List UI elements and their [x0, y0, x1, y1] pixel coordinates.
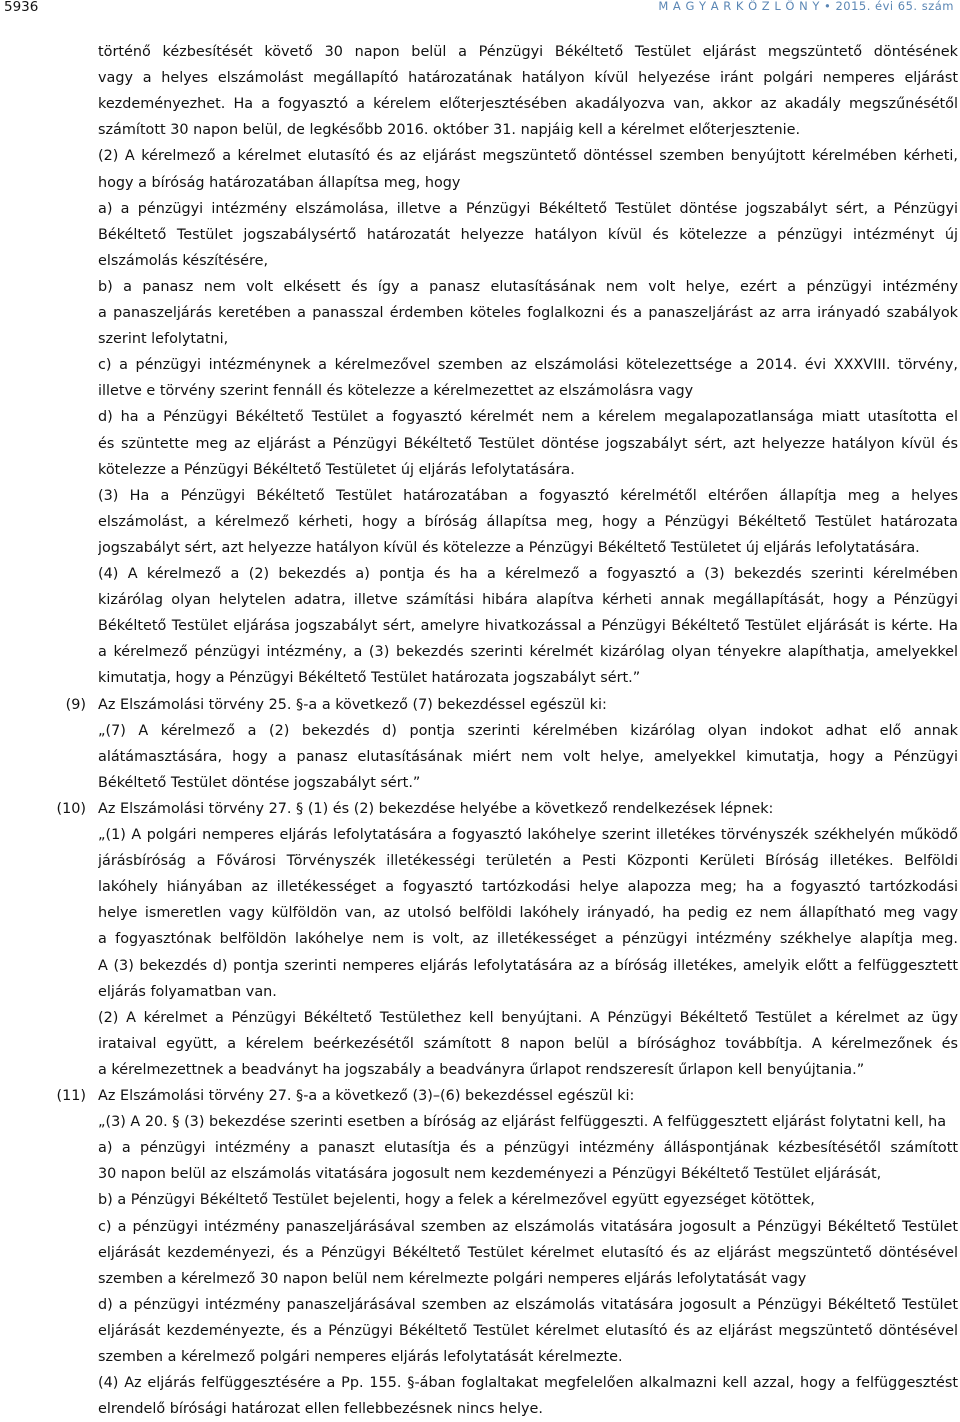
text-line: „(7) A kérelmező a (2) bekezdés d) pontja szerinti kérelmében kizárólag olyan indokot adhat elő annak: [98, 723, 958, 739]
text-line: helye ismeretlen vagy külföldön van, az utolsó belföldi lakóhely irányadó, ha pedig ez nem állapítható meg vagy: [98, 905, 958, 921]
text-line: Az Elszámolási törvény 27. § (1) és (2) bekezdése helyébe a következő rendelkezések lépnek:: [98, 801, 774, 817]
text-line: szerint lefolytatni,: [98, 331, 229, 347]
text-line: Békéltető Testület eljárása jogszabályt sért, amelyre hivatkozással a Pénzügyi Békéltető Testület eljárását is kérte. Ha: [98, 618, 958, 634]
text-line: a panaszeljárás keretében a panasszal érdemben köteles foglalkozni és a panaszeljárást az arra irányadó szabályok: [98, 305, 958, 321]
text-line: c) a pénzügyi intézmény panaszeljárásával szemben az elszámolás vitatására jogosult a Pénzügyi Békéltető Testület: [98, 1219, 958, 1235]
text-line: b) a Pénzügyi Békéltető Testület bejelenti, hogy a felek a kérelmezővel együtt egyezséget kötöttek,: [98, 1192, 815, 1208]
text-line: alátámasztására, hogy a panasz elutasításának miért nem volt helye, amelyekkel kimutatja, hogy a Pénzügyi: [98, 749, 958, 765]
text-line: Békéltető Testület jogszabálysértő határozatát helyezze hatályon kívül és kötelezze a pénzügyi intézményt új: [98, 227, 958, 243]
text-line: lakóhely hiányában az illetékességet a fogyasztó tartózkodási helye alapozza meg; ha a fogyasztó tartózkodási: [98, 879, 958, 895]
text-line: 30 napon belül az elszámolás vitatására jogosult nem kezdeményezi a Pénzügyi Békéltető Testület eljárását,: [98, 1166, 882, 1182]
text-line: eljárását kezdeményezi, és a Pénzügyi Békéltető Testület kérelmet elutasító és az eljárást megszüntető döntésével: [98, 1245, 958, 1261]
text-line: a fogyasztónak belföldön lakóhelye nem is volt, az illetékességet a pénzügyi intézmény székhelye alapítja meg.: [98, 931, 958, 947]
text-line: kezdeményezhet. Ha a fogyasztó a kérelem előterjesztésében akadályozva van, akkor az akadály megszűnésétől: [98, 96, 958, 112]
text-line: és szüntette meg az eljárást a Pénzügyi Békéltető Testület döntése jogszabályt sért, azt helyezze hatályon kívül és: [98, 436, 958, 452]
text-line: (2) A kérelmező a kérelmet elutasító és az eljárást megszüntető döntéssel szemben benyújtott kérelmében kérheti,: [98, 148, 958, 164]
text-line: kimutatja, hogy a Pénzügyi Békéltető Testület határozata jogszabályt sért.”: [98, 670, 641, 686]
text-line: „(3) A 20. § (3) bekezdése szerinti esetben a bíróság az eljárást felfüggeszti. A felfüggesztett eljárást folytatni kell, ha: [98, 1114, 947, 1130]
text-line: szemben a kérelmező 30 napon belül nem kérelmezte polgári nemperes eljárás lefolytatását vagy: [98, 1271, 807, 1287]
section-number: (9): [65, 697, 86, 713]
text-line: a) a pénzügyi intézmény a panaszt elutasítja és a pénzügyi intézmény álláspontjának kézbesítésétől számított: [98, 1140, 958, 1156]
text-line: vagy a helyes elszámolást megállapító határozatának hatályon kívül helyezése iránt polgári nemperes eljárást: [98, 70, 958, 86]
text-line: elszámolást, a kérelmező kérheti, hogy a bíróság állapítsa meg, hogy a Pénzügyi Békéltető Testület határozata: [98, 514, 958, 530]
text-line: számított 30 napon belül, de legkésőbb 2016. október 31. napjáig kell a kérelmet előterjesztenie.: [98, 122, 801, 138]
text-line: a kérelmezettnek a beadványt ha jogszabály a beadványra űrlapot rendszeresít űrlapon kell benyújtania.”: [98, 1062, 865, 1078]
text-line: b) a panasz nem volt elkésett és így a panasz elutasításának nem volt helye, ezért a pénzügyi intézmény: [98, 279, 958, 295]
text-line: elszámolás készítésére,: [98, 253, 269, 269]
text-line: eljárását kezdeményezte, és a Pénzügyi Békéltető Testület kérelmet elutasító és az eljárást megszüntető döntésével: [98, 1323, 958, 1339]
text-line: illetve e törvény szerint fennáll és kötelezze a kérelmezettet az elszámolásra vagy: [98, 383, 694, 399]
text-line: elrendelő bírósági határozat ellen fellebbezésnek nincs helye.: [98, 1401, 543, 1417]
masthead: M A G Y A R K Ö Z L Ö N Y • 2015. évi 65. szám: [658, 0, 954, 13]
text-line: A (3) bekezdés d) pontja szerinti nemperes eljárás lefolytatására az a bíróság illetékes, amelyik előtt a felfüggesztett: [98, 958, 958, 974]
text-line: kötelezze a Pénzügyi Békéltető Testületet új eljárás lefolytatására.: [98, 462, 575, 478]
text-line: szemben a kérelmező polgári nemperes eljárás lefolytatását kérelmezte.: [98, 1349, 623, 1365]
section-number: (11): [56, 1088, 86, 1104]
text-line: (4) A kérelmező a (2) bekezdés a) pontja és ha a kérelmező a fogyasztó a (3) bekezdés szerinti kérelmében: [98, 566, 958, 582]
text-line: Az Elszámolási törvény 27. §-a a következő (3)–(6) bekezdéssel egészül ki:: [98, 1088, 635, 1104]
text-line: c) a pénzügyi intézménynek a kérelmezővel szemben az elszámolási kötelezettsége a 2014. évi XXXVIII. törvény,: [98, 357, 958, 373]
text-line: a kérelmező pénzügyi intézmény, a (3) bekezdés szerinti kérelmét kizárólag olyan tényekre alapíthatja, amelyekkel: [98, 644, 958, 660]
text-line: történő kézbesítését követő 30 napon belül a Pénzügyi Békéltető Testület eljárást megszüntető döntésének: [98, 44, 958, 60]
text-line: eljárás folyamatban van.: [98, 984, 277, 1000]
text-line: d) a pénzügyi intézmény panaszeljárásával szemben az elszámolás vitatására jogosult a Pénzügyi Békéltető Testület: [98, 1297, 958, 1313]
text-line: Az Elszámolási törvény 25. §-a a következő (7) bekezdéssel egészül ki:: [98, 697, 607, 713]
text-line: (2) A kérelmet a Pénzügyi Békéltető Testülethez kell benyújtani. A Pénzügyi Békéltető Testület a kérelmet az ügy: [98, 1010, 958, 1026]
text-line: d) ha a Pénzügyi Békéltető Testület a fogyasztó kérelmét nem a kérelem megalapozatlansága miatt utasította el: [98, 409, 958, 425]
text-line: kizárólag olyan helytelen adatra, illetve számítási hibára alapítva kérheti annak megállapítását, hogy a Pénzügyi: [98, 592, 958, 608]
text-line: „(1) A polgári nemperes eljárás lefolytatására a fogyasztó lakóhelye szerint illetékes törvényszék székhelyén működő: [98, 827, 958, 843]
text-line: (4) Az eljárás felfüggesztésére a Pp. 155. §-ában foglaltakat megfelelően alkalmazni kell azzal, hogy a felfüggesztést: [98, 1375, 958, 1391]
section-number: (10): [56, 801, 86, 817]
text-line: a) a pénzügyi intézmény elszámolása, illetve a Pénzügyi Békéltető Testület döntése jogszabályt sért, a Pénzügyi: [98, 201, 958, 217]
page-number: 5936: [4, 0, 39, 15]
text-line: irataival együtt, a kérelem beérkezésétől számított 8 napon belül a bírósághoz továbbítja. A kérelmezőnek és: [98, 1036, 958, 1052]
text-line: jogszabályt sért, azt helyezze hatályon kívül és kötelezze a Pénzügyi Békéltető Testületet új eljárás lefolytatására.: [98, 540, 920, 556]
text-line: hogy a bíróság határozatában állapítsa meg, hogy: [98, 175, 461, 191]
text-line: Békéltető Testület döntése jogszabályt sért.”: [98, 775, 421, 791]
text-line: járásbíróság a Fővárosi Törvényszék illetékességi területén a Pesti Központi Kerületi Bíróság illetékes. Belföldi: [98, 853, 958, 869]
text-line: (3) Ha a Pénzügyi Békéltető Testület határozatában a fogyasztó kérelmétől eltérően állapítja meg a helyes: [98, 488, 958, 504]
page-header: [0, 0, 960, 16]
